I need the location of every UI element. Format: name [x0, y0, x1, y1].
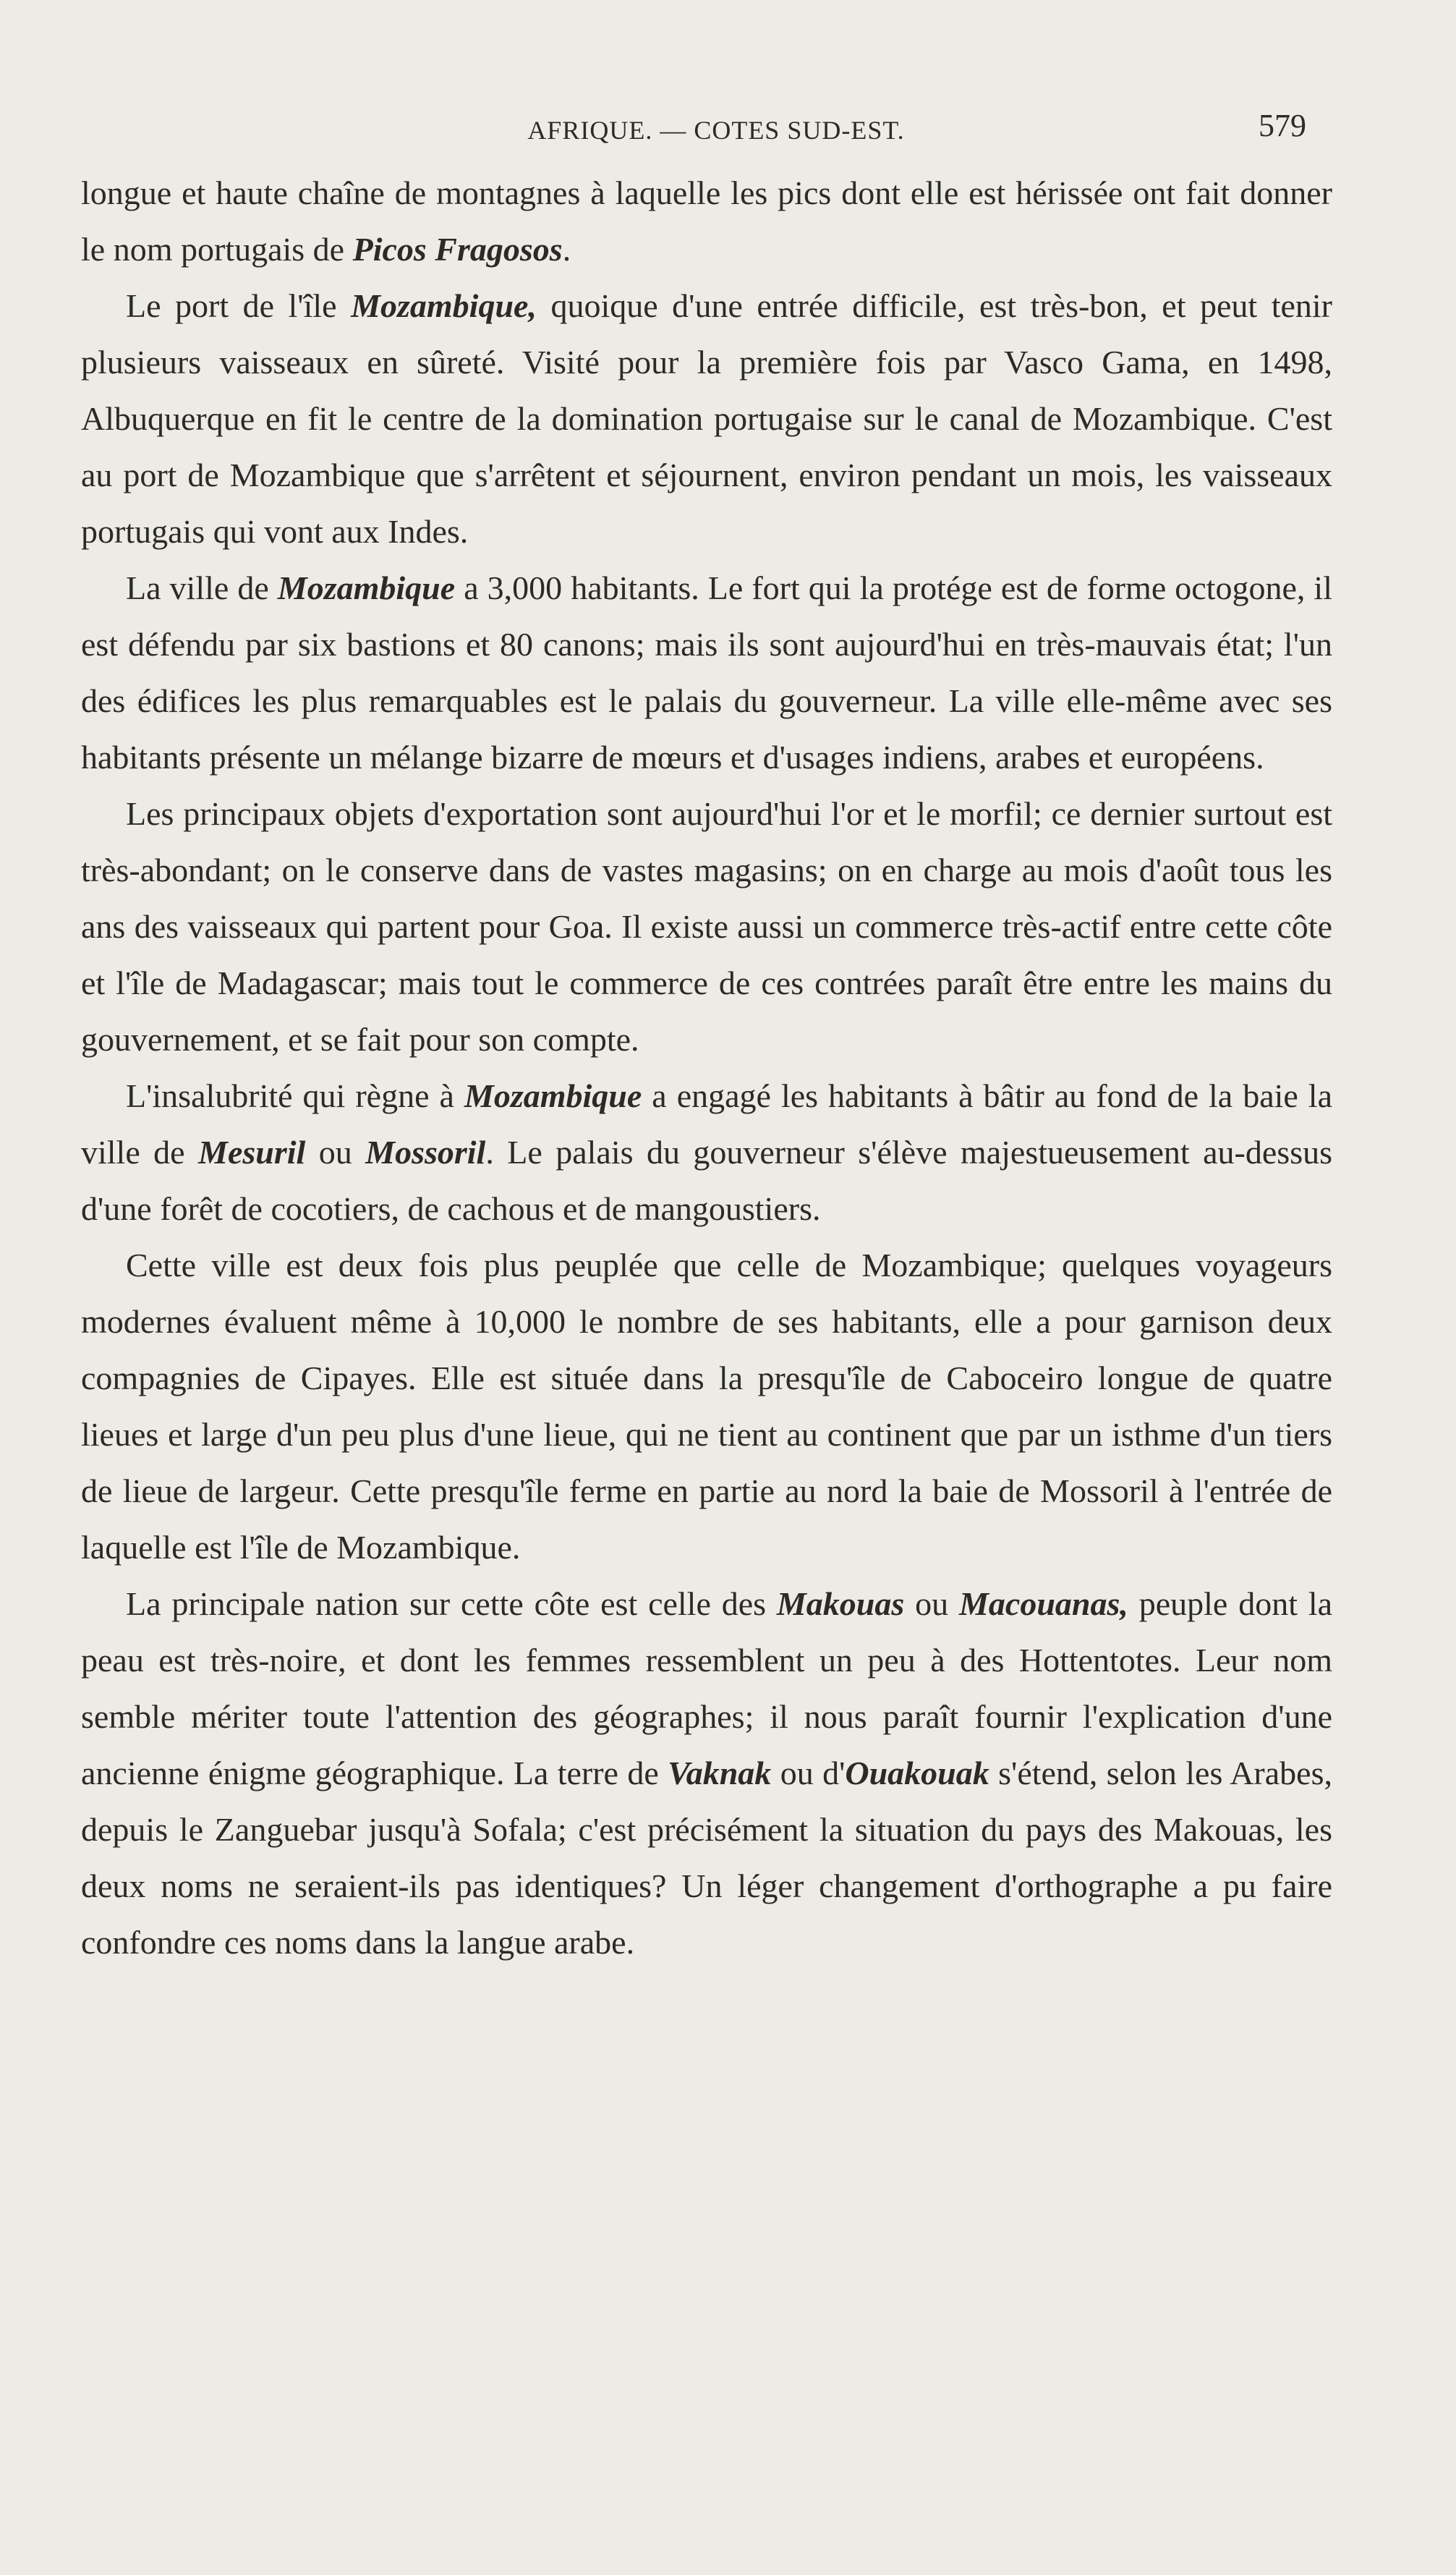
text-run: L'insalubrité qui règne à [126, 1077, 464, 1114]
italic-term: Ouakouak [845, 1755, 989, 1791]
text-run: . [562, 231, 571, 268]
text-run: s'étend, selon les Arabes, depuis le Zanguebar jusqu'à Sofala; c'est précisément la situation du pays des Makouas, les deux noms ne seraient-ils pas identiques? Un léger changement d'orthographe a pu faire confondre ces noms dans la langue arabe. [81, 1755, 1332, 1961]
italic-term: Mossoril [365, 1134, 486, 1171]
italic-term: Mesuril [198, 1134, 306, 1171]
text-run: ou [904, 1585, 959, 1622]
italic-term: Vaknak [668, 1755, 772, 1791]
paragraph [81, 1576, 1332, 1971]
text-run: . Le palais du gouverneur s'élève majestueusement au-dessus d'une forêt de cocotiers, de cachous et de mangoustiers. [81, 1134, 1332, 1227]
text-run: Cette ville est deux fois plus peuplée que celle de Mozambique; quelques voyageurs modernes évaluent même à 10,000 le nombre de ses habitants, elle a pour garnison deux compagnies de Cipayes. Elle est située dans la presqu'île de Caboceiro longue de quatre lieues et large d'un peu plus d'une lieue, qui ne tient au continent que par un isthme d'un tiers de lieue de largeur. Cette presqu'île ferme en partie au nord la baie de Mossoril à l'entrée de laquelle est l'île de Mozambique. [81, 1247, 1332, 1566]
text-run: quoique d'une entrée difficile, est très-bon, et peut tenir plusieurs vaisseaux en sûreté. Visité pour la première fois par Vasco Gama, en 1498, Albuquerque en fit le centre de la domination portugaise sur le canal de Mozambique. C'est au port de Mozambique que s'arrêtent et séjournent, environ pendant un mois, les vaisseaux portugais qui vont aux Indes. [81, 287, 1332, 550]
text-run: ou [305, 1134, 366, 1171]
paragraph [81, 786, 1332, 1068]
text-run: ou d' [771, 1755, 846, 1791]
running-head [0, 109, 1456, 152]
italic-term: Mozambique [464, 1077, 642, 1114]
text-run: La ville de [126, 569, 278, 606]
italic-term: Picos Fragosos [352, 231, 563, 268]
body-text [81, 165, 1332, 1971]
running-title: AFRIQUE. — COTES SUD-EST. [527, 116, 905, 145]
text-run: Le port de l'île [126, 287, 352, 324]
italic-term: Makouas [776, 1585, 905, 1622]
italic-term: Mozambique, [351, 287, 537, 324]
paragraph [81, 1068, 1332, 1237]
text-run: La principale nation sur cette côte est celle des [126, 1585, 777, 1622]
paragraph [81, 560, 1332, 786]
italic-term: Mozambique [277, 569, 456, 606]
text-run: a 3,000 habitants. Le fort qui la protége est de forme octogone, il est défendu par six bastions et 80 canons; mais ils sont aujourd'hui en très-mauvais état; l'un des édifices les plus remarquables est le palais du gouverneur. La ville elle-même avec ses habitants présente un mélange bizarre de mœurs et d'usages indiens, arabes et européens. [81, 569, 1332, 776]
paragraph [81, 1237, 1332, 1576]
text-run: a engagé les habitants à bâtir au fond de la baie la ville de [81, 1077, 1333, 1171]
paragraph [81, 165, 1332, 278]
paragraph [81, 278, 1332, 560]
text-run: Les principaux objets d'exportation sont aujourd'hui l'or et le morfil; ce dernier surtout est très-abondant; on le conserve dans de vastes magasins; on en charge au mois d'août tous les ans des vaisseaux qui partent pour Goa. Il existe aussi un commerce très-actif entre cette côte et l'île de Madagascar; mais tout le commerce de ces contrées paraît être entre les mains du gouvernement, et se fait pour son compte. [81, 795, 1332, 1058]
text-run: peuple dont la peau est très-noire, et dont les femmes ressemblent un peu à des Hottentotes. Leur nom semble mériter toute l'attention des géographes; il nous paraît fournir l'explication d'une ancienne énigme géographique. La terre de [81, 1585, 1333, 1791]
text-run: longue et haute chaîne de montagnes à laquelle les pics dont elle est hérissée ont fait donner le nom portugais de [81, 174, 1332, 268]
italic-term: Macouanas, [959, 1585, 1128, 1622]
page-number: 579 [1259, 108, 1306, 143]
